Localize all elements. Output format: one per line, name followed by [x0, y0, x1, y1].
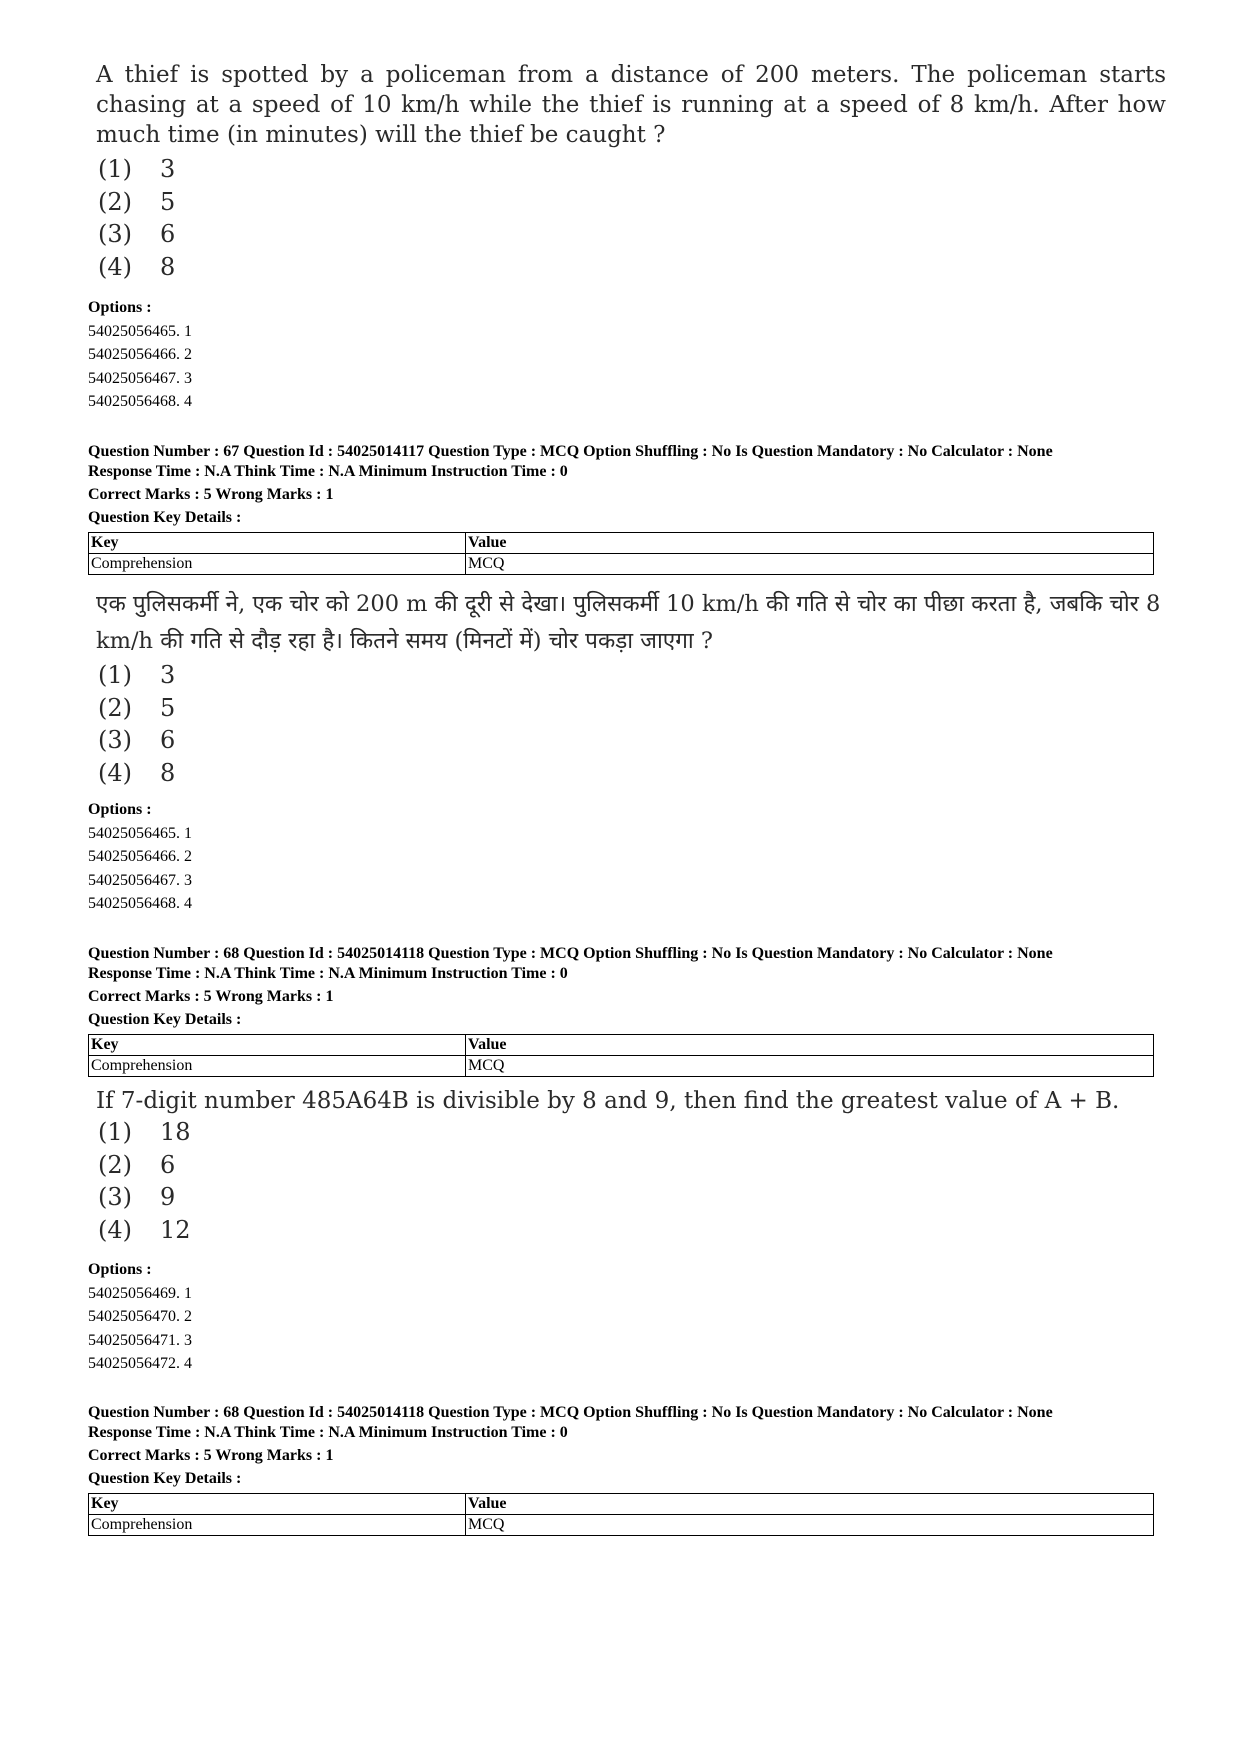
table-cell-value: MCQ	[466, 1056, 1154, 1077]
answer-choices	[98, 1116, 191, 1246]
question-info-line: Question Number : 68 Question Id : 54025014118 Question Type : MCQ Option Shuffling : No Is Question Mandatory : No Calculator : None	[88, 945, 1053, 962]
option-id: 54025056472. 4	[88, 1355, 192, 1372]
question-text: A thief is spotted by a policeman from a distance of 200 meters. The policeman starts chasing at a speed of 10 km/h while the thief is running at a speed of 8 km/h. After how much time (in minutes) will the thief be caught ?	[96, 62, 1166, 148]
question-text: If 7-digit number 485A64B is divisible by 8 and 9, then find the greatest value of A + B.	[96, 1088, 1120, 1114]
table-header-value: Value	[466, 1494, 1154, 1515]
response-time-line: Response Time : N.A Think Time : N.A Minimum Instruction Time : 0	[88, 1424, 568, 1441]
question-info-line: Question Number : 67 Question Id : 54025014117 Question Type : MCQ Option Shuffling : No Is Question Mandatory : No Calculator : None	[88, 443, 1053, 460]
table-cell-key: Comprehension	[89, 1056, 466, 1077]
option-id: 54025056466. 2	[88, 848, 192, 865]
option-id: 54025056468. 4	[88, 393, 192, 410]
table-cell-value: MCQ	[466, 554, 1154, 575]
table-header-key: Key	[89, 533, 466, 554]
table-cell-value: MCQ	[466, 1515, 1154, 1536]
answer-choice: (3) 6	[98, 220, 176, 248]
option-id: 54025056466. 2	[88, 346, 192, 363]
option-id: 54025056471. 3	[88, 1331, 192, 1349]
options-title: Options :	[88, 299, 152, 316]
answer-choice: (2) 6	[98, 1150, 176, 1179]
answer-choice: (1) 3	[98, 155, 176, 183]
response-time-line: Response Time : N.A Think Time : N.A Minimum Instruction Time : 0	[88, 463, 568, 480]
key-details-table	[88, 1034, 1154, 1077]
table-header-value: Value	[466, 1035, 1154, 1056]
answer-choice: (2) 5	[98, 187, 176, 216]
question-meta	[88, 442, 1053, 528]
option-id: 54025056465. 1	[88, 322, 192, 340]
question-meta	[88, 944, 1053, 1030]
answer-choice: (1) 3	[98, 661, 176, 689]
question-info-line: Question Number : 68 Question Id : 54025014118 Question Type : MCQ Option Shuffling : No Is Question Mandatory : No Calculator : None	[88, 1404, 1053, 1421]
options-list	[88, 1258, 192, 1376]
marks-line: Correct Marks : 5 Wrong Marks : 1	[88, 1447, 334, 1464]
answer-choice: (2) 5	[98, 693, 176, 722]
table-header-row	[89, 533, 1154, 554]
option-id: 54025056470. 2	[88, 1308, 192, 1325]
answer-choice: (1) 18	[98, 1118, 191, 1146]
answer-choices	[98, 659, 175, 789]
options-title: Options :	[88, 801, 152, 818]
options-list	[88, 296, 192, 414]
table-header-row	[89, 1494, 1154, 1515]
table-header-row	[89, 1035, 1154, 1056]
question-text: एक पुलिसकर्मी ने, एक चोर को 200 m की दूरी से देखा। पुलिसकर्मी 10 km/h की गति से चोर का पीछा करता है, जबकि चोर 8 km/h की गति से दौड़ रहा है। कितने समय (मिनटों में) चोर पकड़ा जाएगा ?	[96, 591, 1161, 654]
table-header-value: Value	[466, 533, 1154, 554]
answer-choice: (4) 8	[98, 252, 176, 281]
option-id: 54025056469. 1	[88, 1284, 192, 1302]
option-id: 54025056467. 3	[88, 871, 192, 889]
table-cell-key: Comprehension	[89, 1515, 466, 1536]
table-header-key: Key	[89, 1035, 466, 1056]
key-details-table	[88, 532, 1154, 575]
option-id: 54025056468. 4	[88, 895, 192, 912]
table-row	[89, 1056, 1154, 1077]
key-details-label: Question Key Details :	[88, 509, 242, 526]
table-row	[89, 554, 1154, 575]
option-id: 54025056467. 3	[88, 369, 192, 387]
table-header-key: Key	[89, 1494, 466, 1515]
option-id: 54025056465. 1	[88, 824, 192, 842]
answer-choice: (4) 8	[98, 758, 176, 787]
options-title: Options :	[88, 1261, 152, 1278]
table-cell-key: Comprehension	[89, 554, 466, 575]
options-list	[88, 798, 192, 916]
table-row	[89, 1515, 1154, 1536]
question-meta	[88, 1403, 1053, 1489]
answer-choices	[98, 153, 175, 283]
key-details-label: Question Key Details :	[88, 1011, 242, 1028]
key-details-table	[88, 1493, 1154, 1536]
answer-choice: (3) 6	[98, 726, 176, 754]
answer-choice: (3) 9	[98, 1183, 176, 1211]
answer-choice: (4) 12	[98, 1215, 191, 1244]
key-details-label: Question Key Details :	[88, 1470, 242, 1487]
response-time-line: Response Time : N.A Think Time : N.A Minimum Instruction Time : 0	[88, 965, 568, 982]
marks-line: Correct Marks : 5 Wrong Marks : 1	[88, 988, 334, 1005]
marks-line: Correct Marks : 5 Wrong Marks : 1	[88, 486, 334, 503]
